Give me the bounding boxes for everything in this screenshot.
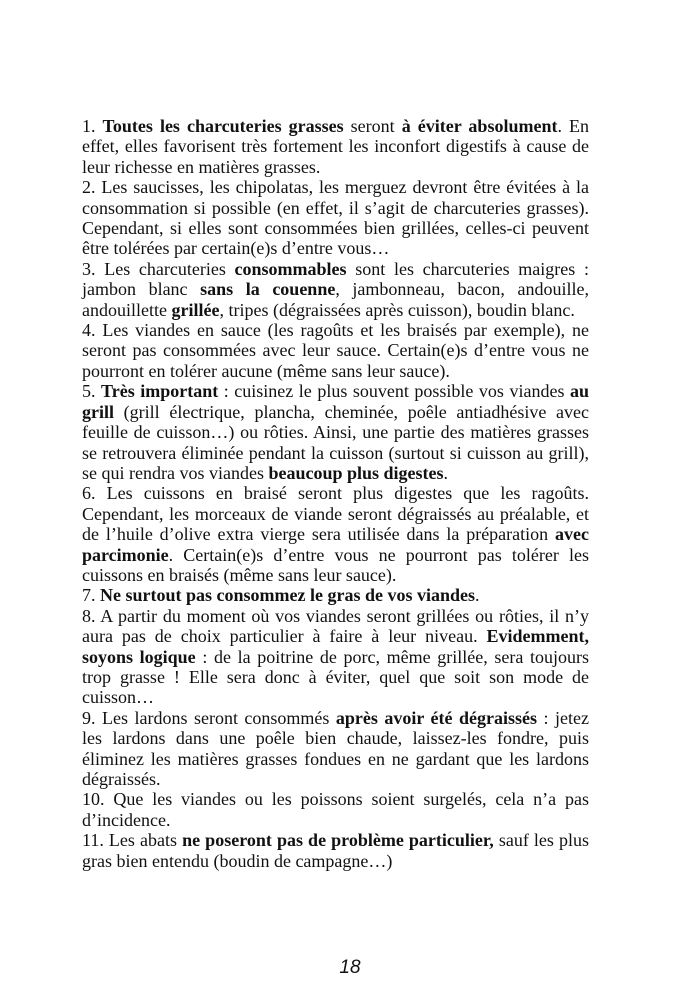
page-number: 18 <box>339 957 361 978</box>
list-item <box>82 708 589 790</box>
text-segment: sont les charcuteries maigres : jambon blanc <box>82 258 589 300</box>
text-segment: 8. A partir du moment où vos viandes seront grillées ou rôties, il n’y aura pas de choix particulier à faire à leur niveau. <box>82 605 589 647</box>
text-segment: (grill électrique, plancha, cheminée, poêle antiadhésive avec feuille de cuisson…) ou rôties. Ainsi, une partie des matières grasses se retrouvera éliminée pendant la cuisson (surtout si cuisson au grill), se qui rendra vos viandes <box>82 401 589 483</box>
list-item <box>82 320 589 381</box>
text-segment: , tripes (dégraissées après cuisson), boudin blanc. <box>219 299 575 320</box>
list-item <box>82 116 589 177</box>
list-item <box>82 830 589 871</box>
bold-text: beaucoup plus digestes <box>268 462 444 483</box>
text-segment: 3. Les charcuteries <box>82 258 235 279</box>
bold-text: Ne surtout pas consommez le gras de vos viandes <box>100 585 475 606</box>
text-segment: 9. Les lardons seront consommés <box>82 707 336 728</box>
text-segment: . En effet, elles favorisent très fortement les inconfort digestifs à cause de leur richesse en matières grasses. <box>82 116 589 177</box>
text-segment: . <box>443 462 448 483</box>
text-segment: 4. Les viandes en sauce (les ragoûts et les braisés par exemple), ne seront pas consommées avec leur sauce. Certain(e)s d’entre vous ne pourront en tolérer aucune (même sans leur sauce). <box>82 320 589 381</box>
text-segment: sauf les plus gras bien entendu (boudin de campagne…) <box>82 830 590 871</box>
bold-text: sans la couenne <box>200 279 336 300</box>
list-item <box>82 606 589 708</box>
text-segment: . <box>475 585 480 606</box>
text-segment: 10. Que les viandes ou les poissons soient surgelés, cela n’a pas d’incidence. <box>82 789 589 830</box>
text-segment: 11. Les abats <box>82 830 183 851</box>
bold-text: Toutes les charcuteries grasses <box>102 116 344 136</box>
list-item <box>82 381 589 483</box>
bold-text: avec parcimonie <box>82 524 589 565</box>
text-segment: : de la poitrine de porc, même grillée, sera toujours trop grasse ! Elle sera donc à éviter, quel que soit son mode de cuisson… <box>82 646 589 708</box>
text-segment: 7. <box>82 585 100 606</box>
text-segment: : jetez les lardons dans une poêle bien chaude, laissez-les fondre, puis éliminez les matières grasses fondues en ne gardant que les lardons dégraissés. <box>82 707 589 789</box>
bold-text: après avoir été dégraissés <box>335 707 538 728</box>
text-segment: 6. Les cuissons en braisé seront plus digestes que les ragoûts. Cependant, les morceaux de viande seront dégraissés au préalable, et de l’huile d’olive extra vierge sera utilisée dans la préparation <box>82 483 589 545</box>
text-segment: 2. Les saucisses, les chipolatas, les merguez devront être évitées à la consommation si possible (en effet, il s’agit de charcuteries grasses). Cependant, si elles sont consommées bien grillées, celles-ci peuvent être tolérées par certain(e)s d’entre vous… <box>82 177 589 259</box>
bold-text: consommables <box>234 258 347 279</box>
text-segment: , jambonneau, bacon, andouille, andouillette <box>82 279 589 320</box>
text-segment: 1. <box>82 116 103 136</box>
text-segment: 5. <box>82 381 102 402</box>
text-segment: : cuisinez le plus souvent possible vos viandes <box>218 381 570 402</box>
bold-text: ne poseront pas de problème particulier, <box>182 830 494 851</box>
list-item <box>82 259 589 320</box>
bold-text: à éviter absolument <box>401 116 558 136</box>
bold-text: au grill <box>82 381 590 422</box>
list-item <box>82 483 589 585</box>
bold-text: Evidemment, soyons logique <box>82 626 589 667</box>
list-item <box>82 585 589 605</box>
text-segment: . Certain(e)s d’entre vous ne pourront pas tolérer les cuissons en braisés (même sans leur sauce). <box>82 544 589 585</box>
text-segment: seront <box>343 116 402 136</box>
body-text <box>82 116 589 871</box>
bold-text: grillée <box>171 299 220 320</box>
list-item <box>82 177 589 259</box>
bold-text: Très important <box>101 381 219 402</box>
list-item <box>82 789 589 830</box>
